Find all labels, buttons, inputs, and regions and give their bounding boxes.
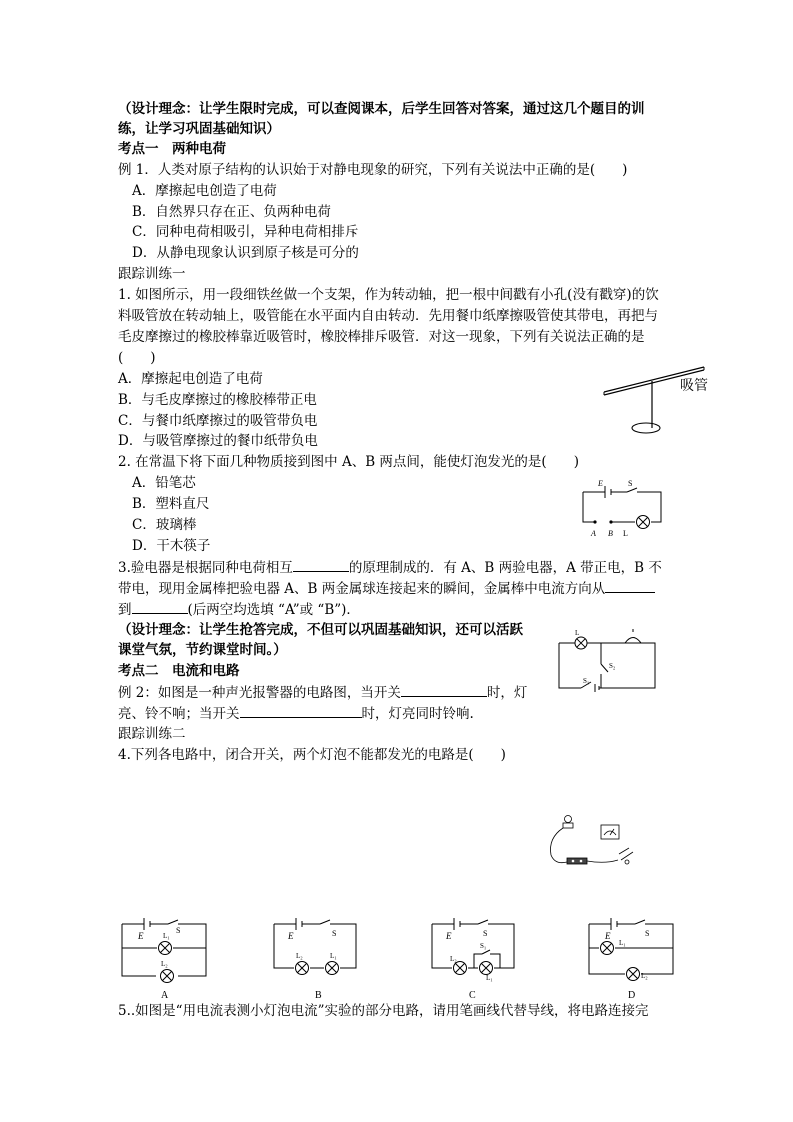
alarm-fig-s2: S₂ [609,662,616,670]
straw-label: 吸管 [680,379,708,394]
q5-line: 5..如图是“用电流表测小灯泡电流”实验的部分电路，请用笔画线代替导线，将电路连接完 [118,1003,649,1019]
alarm-fig-s1: S₁ [583,677,590,685]
q4b-e: E [288,931,294,941]
q2-fig-s: S [628,479,633,488]
q1-option-d: D．与吸管摩擦过的餐巾纸带负电 [118,433,318,449]
q4d-e: E [605,931,611,941]
q4c-s1: S₁ [480,942,487,950]
q2-option-a: A．铅笔芯 [132,475,196,491]
q4c-e: E [446,931,452,941]
q4b-l2: L₂ [296,952,303,960]
q3-line3-b: (后两空均选填 “A”或 “B”)． [187,602,360,618]
design-note-2-line1: （设计理念：让学生抢答完成，不但可以巩固基础知识，还可以活跃 [118,622,523,638]
q4-circuit-b [270,916,365,1001]
ex1-option-b: B．自然界只存在正、负两种电荷 [132,204,331,220]
q4d-label: D [628,990,636,1001]
ex2-line1 [118,682,527,703]
q3-line1 [118,557,662,578]
q4d-s: S [645,929,650,938]
q3-line3-a: 到 [118,602,132,618]
ex2-line1-a: 例 2：如图是一种声光报警器的电路图，当开关 [118,685,401,701]
ex2-blank-2[interactable] [240,703,362,718]
q1-line1: 1. 如图所示，用一段细铁丝做一个支架，作为转动轴，把一根中间戳有小孔(没有戳穿)的饮 [118,287,659,303]
ex2-line2 [118,703,474,724]
q3-blank-2[interactable] [605,578,655,593]
design-note-1-line1: （设计理念：让学生限时完成，可以查阅课本，后学生回答对答案，通过这几个题目的训 [118,101,645,117]
q2-fig-b: B [608,529,613,538]
q4-circuit-a [118,916,213,1001]
design-note-1-line2: 练，让学习巩固基础知识） [118,121,280,137]
q3-line2 [118,578,655,599]
q3-line3 [118,599,360,620]
kaodian-1-heading: 考点一 两种电荷 [118,141,226,157]
q4-stem: 4.下列各电路中，闭合开关，两个灯泡不能都发光的电路是( ) [118,747,506,763]
q4-circuit-d [585,916,680,1001]
track-2-heading: 跟踪训练二 [118,726,186,742]
ex2-line1-b: 时，灯 [486,685,528,701]
q2-option-d: D．干木筷子 [132,538,211,554]
ex2-line2-a: 亮、铃不响；当开关 [118,706,240,722]
q1-option-c: C．与餐巾纸摩擦过的吸管带负电 [118,413,318,429]
ex1-stem: 例 1．人类对原子结构的认识始于对静电现象的研究，下列有关说法中正确的是( ) [118,162,628,178]
q4b-label: B [315,990,322,1001]
q4b-l1: L₁ [330,952,337,960]
q1-line3: 毛皮摩擦过的橡胶棒靠近吸管时，橡胶棒排斥吸管．对这一现象，下列有关说法正确的是 [118,329,645,345]
alarm-circuit-figure [553,628,663,693]
q1-option-a: A．摩擦起电创造了电荷 [118,371,263,387]
q4d-l1: L₁ [619,939,626,947]
q4a-e: E [138,931,144,941]
q4c-s: S [483,929,488,938]
q1-line4: ( ) [118,350,156,366]
q2-stem: 2. 在常温下将下面几种物质接到图中 A、B 两点间，能使灯泡发光的是( ) [118,454,579,470]
kaodian-2-heading: 考点二 电流和电路 [118,663,240,679]
design-note-2-line2: 课堂气氛，节约课堂时间。） [118,642,287,658]
q4d-l2: L₂ [641,972,648,980]
ex1-option-d: D．从静电现象认识到原子核是可分的 [132,245,359,261]
q2-option-c: C．玻璃棒 [132,517,197,533]
q4a-l2: L₂ [161,960,168,968]
q4a-l1: L₁ [163,932,170,940]
q4-circuit-c [428,916,523,1001]
q3-line1-b: 的原理制成的．有 A、B 两验电器，A 带正电，B 不 [348,560,662,576]
q3-blank-3[interactable] [132,599,188,614]
track-1-heading: 跟踪训练一 [118,266,186,282]
straw-figure [600,360,740,440]
ammeter-experiment-figure [543,810,658,875]
ex2-blank-1[interactable] [401,682,487,697]
q3-line2-text: 带电，现用金属棒把验电器 A、B 两金属球连接起来的瞬间，金属棒中电流方向从 [118,581,606,597]
q2-fig-l: L [623,529,628,538]
q2-fig-a: A [591,529,596,538]
q4a-s: S [176,926,181,935]
q4b-s: S [332,929,337,938]
q2-fig-e: E [598,479,603,488]
q3-line1-a: 3.验电器是根据同种电荷相互 [118,560,293,576]
q4c-l2: L₂ [450,955,457,963]
q1-option-b: B．与毛皮摩擦过的橡胶棒带正电 [118,392,317,408]
q4c-label: C [469,990,476,1001]
q2-option-b: B．塑料直尺 [132,496,210,512]
q1-line2: 料吸管放在转动轴上，吸管能在水平面内自由转动．先用餐巾纸摩擦吸管使其带电，再把与 [118,308,658,324]
q4c-l1: L₁ [486,974,493,982]
q3-blank-1[interactable] [293,557,349,572]
alarm-fig-l: L [575,629,580,637]
ex2-line2-b: 时，灯亮同时铃响. [361,706,474,722]
ex1-option-c: C．同种电荷相吸引，异种电荷相排斥 [132,224,359,240]
q2-circuit-figure [575,478,670,543]
ex1-option-a: A．摩擦起电创造了电荷 [132,183,277,199]
q4a-label: A [161,990,169,1001]
